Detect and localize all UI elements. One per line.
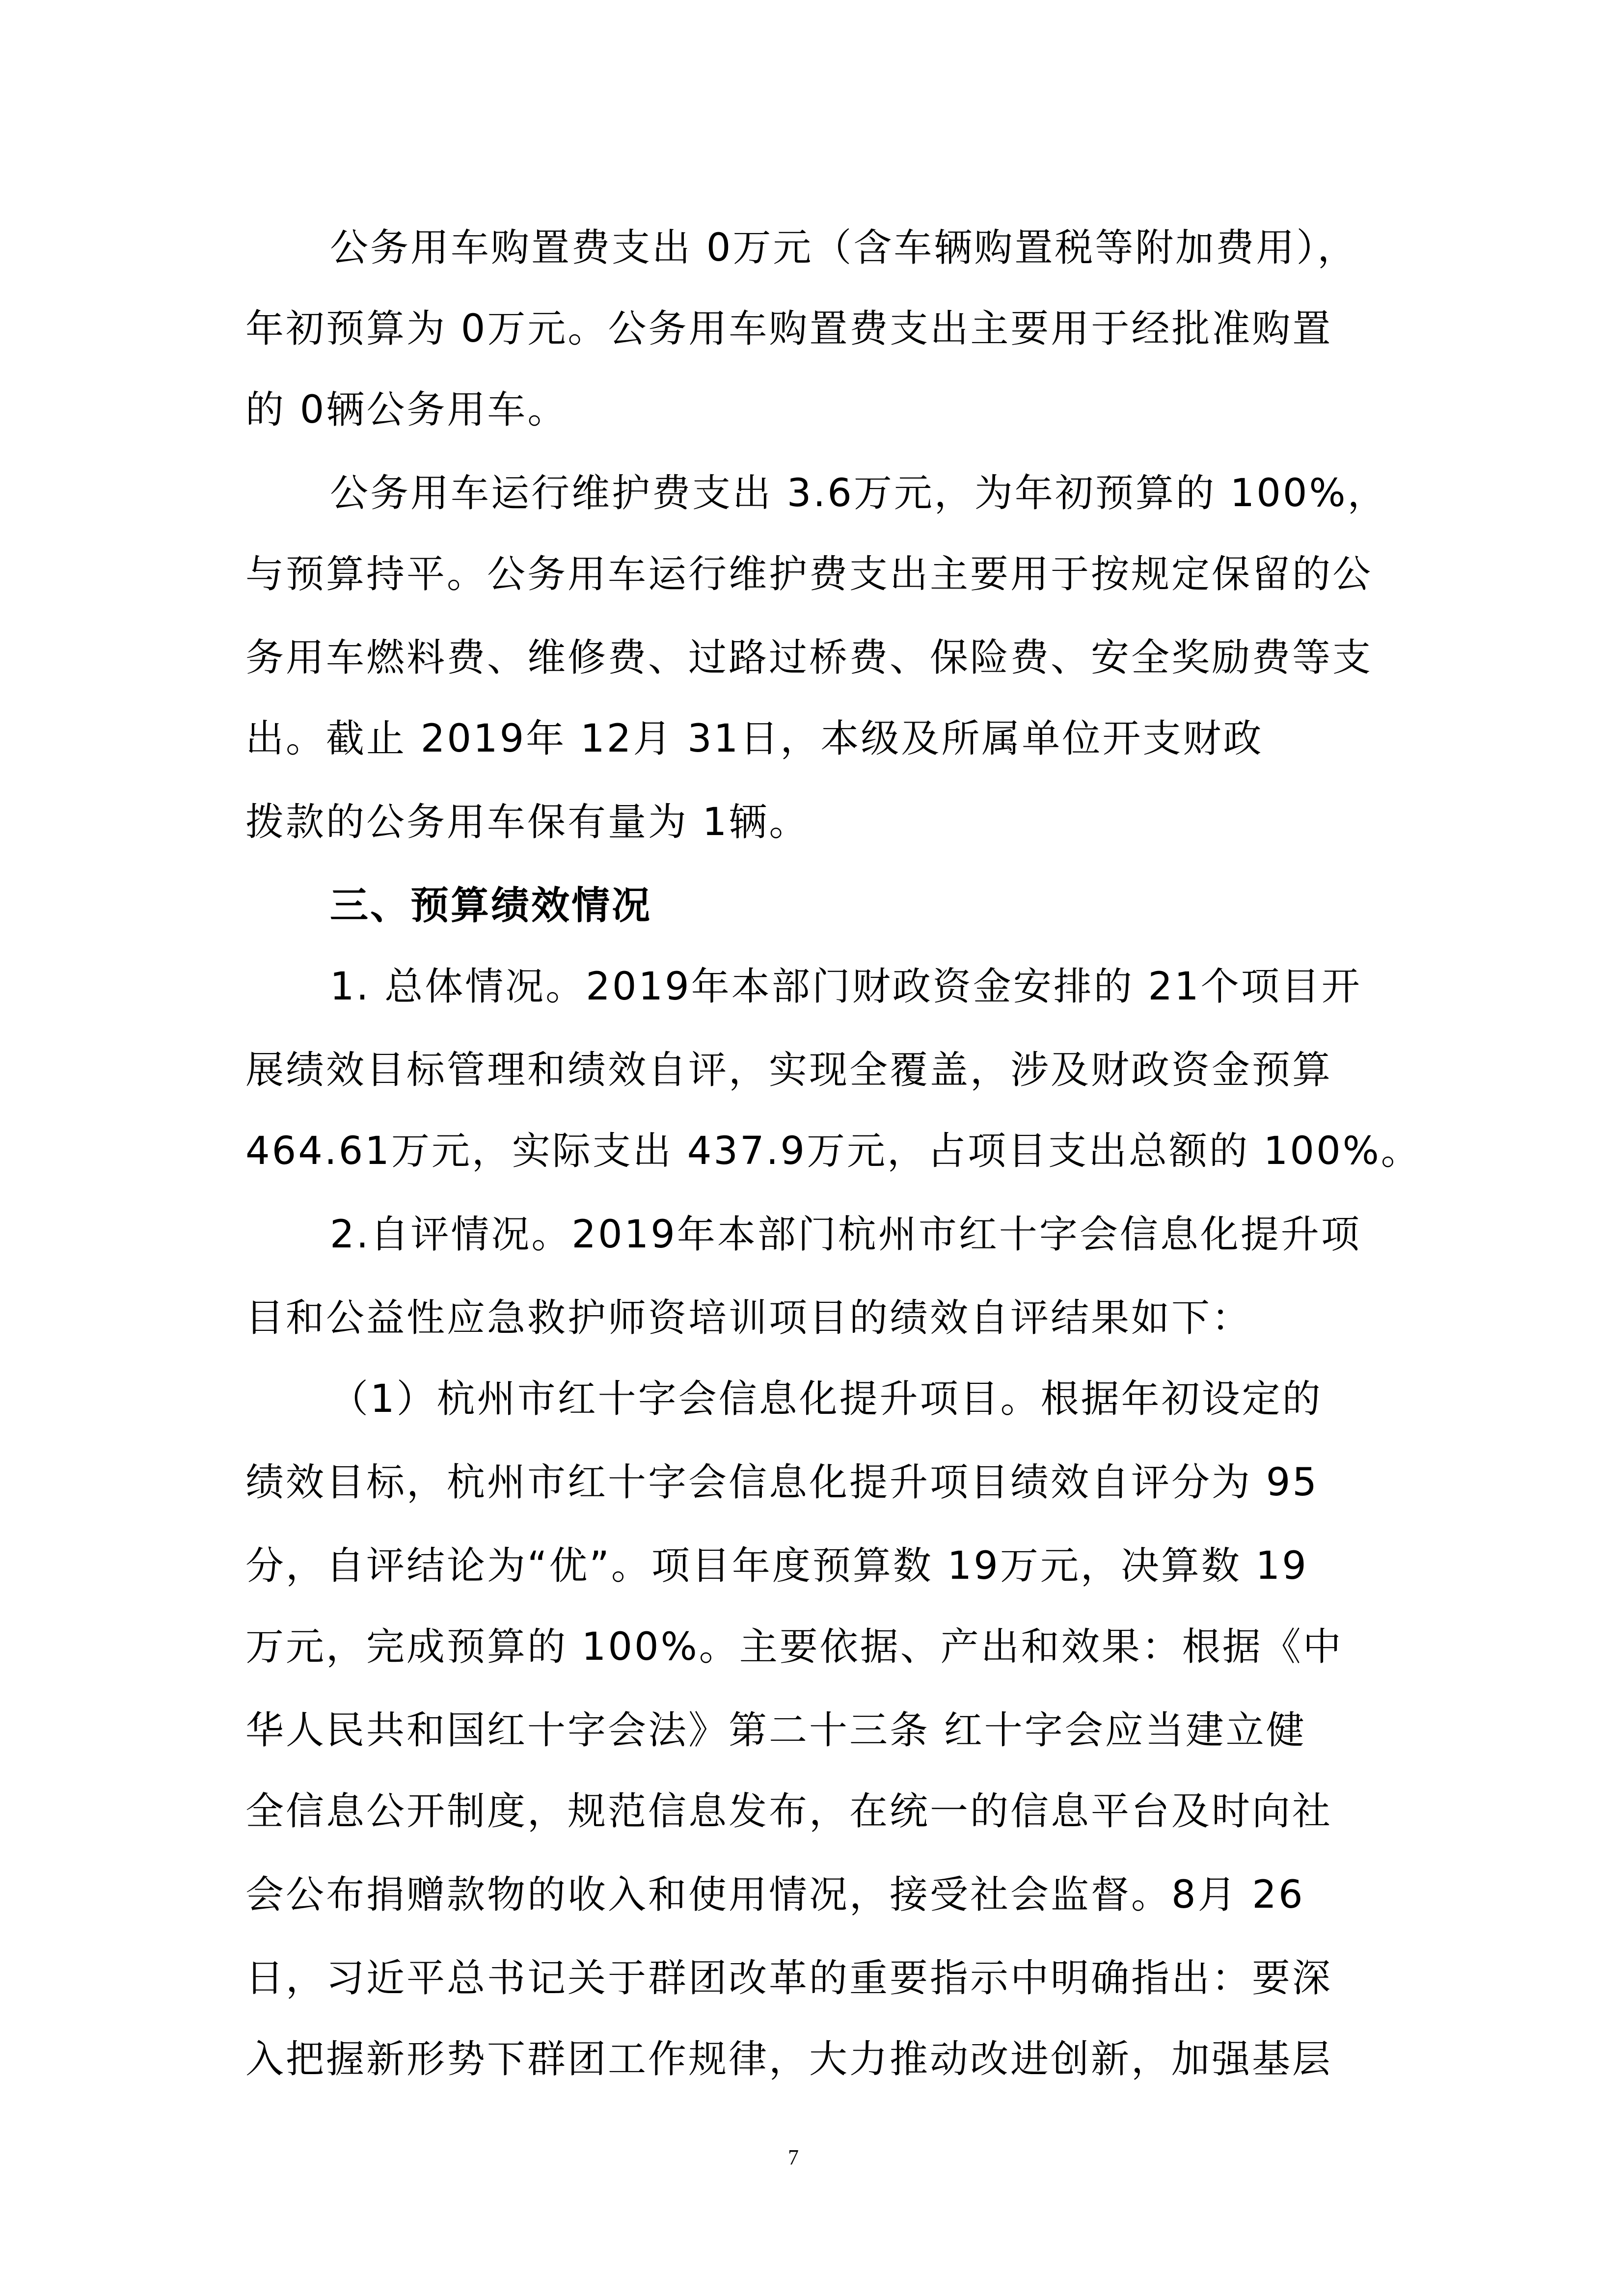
paragraph-line: 年初预算为 0万元。公务用车购置费支出主要用于经批准购置 [245, 307, 1333, 351]
paragraph-line: 入把握新形势下群团工作规律，大力推动改进创新，加强基层 [245, 2037, 1333, 2081]
paragraph-line: 2.自评情况。2019年本部门杭州市红十字会信息化提升项 [330, 1213, 1361, 1257]
paragraph-line: 全信息公开制度，规范信息发布，在统一的信息平台及时向社 [245, 1789, 1333, 1834]
paragraph-line: 分，自评结论为“优”。项目年度预算数 19万元，决算数 19 [245, 1544, 1308, 1588]
section-heading: 三、预算绩效情况 [330, 884, 652, 928]
paragraph-line: 公务用车运行维护费支出 3.6万元，为年初预算的 100%， [330, 471, 1388, 515]
paragraph-line: 绩效目标，杭州市红十字会信息化提升项目绩效自评分为 95 [245, 1460, 1319, 1505]
paragraph-line: 日，习近平总书记关于群团改革的重要指示中明确指出：要深 [245, 1956, 1333, 2000]
paragraph-line: 目和公益性应急救护师资培训项目的绩效自评结果如下： [245, 1296, 1252, 1340]
page-number: 7 [788, 2145, 799, 2169]
paragraph-line: 出。截止 2019年 12月 31日，本级及所属单位开支财政 [245, 717, 1264, 761]
paragraph-line: 拨款的公务用车保有量为 1辆。 [245, 800, 810, 844]
paragraph-line: 华人民共和国红十字会法》第二十三条 红十字会应当建立健 [245, 1708, 1306, 1753]
paragraph-line: 公务用车购置费支出 0万元（含车辆购置税等附加费用）， [330, 226, 1358, 270]
paragraph-line: 展绩效目标管理和绩效自评，实现全覆盖，涉及财政资金预算 [245, 1048, 1333, 1092]
paragraph-line: 的 0辆公务用车。 [245, 388, 568, 432]
paragraph-line: （1）杭州市红十字会信息化提升项目。根据年初设定的 [330, 1377, 1323, 1421]
paragraph-line: 万元，完成预算的 100%。主要依据、产出和效果：根据《中 [245, 1625, 1343, 1669]
paragraph-line: 1. 总体情况。2019年本部门财政资金安排的 21个项目开 [330, 965, 1362, 1009]
paragraph-line: 会公布捐赠款物的收入和使用情况，接受社会监督。8月 26 [245, 1873, 1305, 1917]
paragraph-line: 464.61万元，实际支出 437.9万元，占项目支出总额的 100%。 [245, 1129, 1421, 1173]
paragraph-line: 与预算持平。公务用车运行维护费支出主要用于按规定保留的公 [245, 552, 1373, 596]
paragraph-line: 务用车燃料费、维修费、过路过桥费、保险费、安全奖励费等支 [245, 636, 1373, 680]
